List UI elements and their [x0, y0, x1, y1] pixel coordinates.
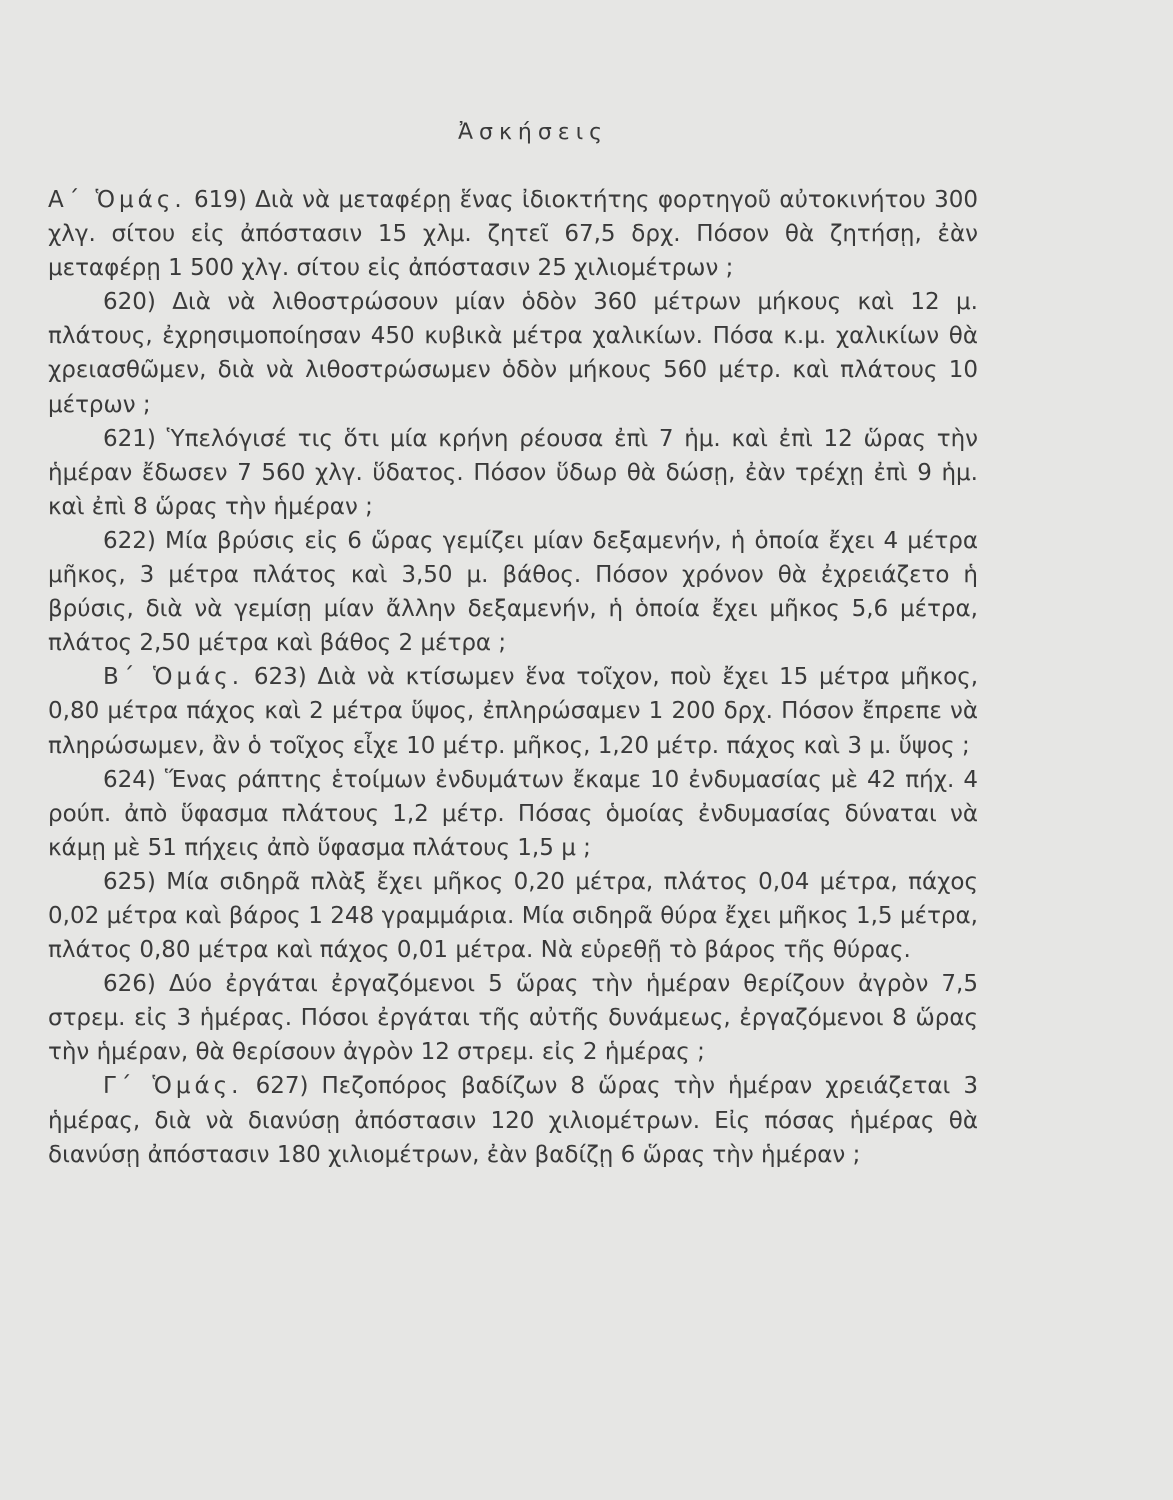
exercise-620: 620) Διὰ νὰ λιθοστρώσουν μίαν ὁδὸν 360 μέτρων μήκους καὶ 12 μ. πλάτους, ἐχρησιμοποίησαν 450 κυβικὰ μέτρα χαλικίων. Πόσα κ.μ. χαλικίων θὰ χρειασθῶμεν, διὰ νὰ λιθοστρώσωμεν ὁδὸν μήκους 560 μέτρ. καὶ πλάτους 10 μέτρων ;: [48, 289, 978, 418]
exercise-622: 622) Μία βρύσις εἰς 6 ὥρας γεμίζει μίαν δεξαμενήν, ἡ ὁποία ἔχει 4 μέτρα μῆκος, 3 μέτρα πλάτος καὶ 3,50 μ. βάθος. Πόσον χρόνον θὰ ἐχρειάζετο ἡ βρύσις, διὰ νὰ γεμίσῃ μίαν ἄλλην δεξαμενήν, ἡ ὁποία ἔχει μῆκος 5,6 μέτρα, πλάτος 2,50 μέτρα καὶ βάθος 2 μέτρα ;: [48, 527, 978, 657]
exercise-624: 624) Ἕνας ράπτης ἑτοίμων ἐνδυμάτων ἔκαμε 10 ἐνδυμασίας μὲ 42 πήχ. 4 ρούπ. ἀπὸ ὕφασμα πλάτους 1,2 μέτρ. Πόσας ὁμοίας ἐνδυμασίας δύναται νὰ κάμῃ μὲ 51 πήχεις ἀπὸ ὕφασμα πλάτους 1,5 μ ;: [48, 766, 978, 861]
page-title: Ἀσκήσεις: [457, 120, 609, 145]
exercise-621: 621) Ὑπελόγισέ τις ὅτι μία κρήνη ρέουσα ἐπὶ 7 ἡμ. καὶ ἐπὶ 12 ὥρας τὴν ἡμέραν ἔδωσεν 7 560 χλγ. ὕδατος. Πόσον ὕδωρ θὰ δώσῃ, ἐὰν τρέχῃ ἐπὶ 9 ἡμ. καὶ ἐπὶ 8 ὥρας τὴν ἡμέραν ;: [48, 425, 978, 520]
exercise-626: 626) Δύο ἐργάται ἐργαζόμενοι 5 ὥρας τὴν ἡμέραν θερίζουν ἀγρὸν 7,5 στρεμ. εἰς 3 ἡμέρας. Πόσοι ἐργάται τῆς αὐτῆς δυνάμεως, ἐργαζόμενοι 8 ὥρας τὴν ἡμέραν, θὰ θερίσουν ἀγρὸν 12 στρεμ. εἰς 2 ἡμέρας ;: [48, 971, 978, 1066]
exercise-623: [48, 660, 978, 762]
exercise-625: 625) Μία σιδηρᾶ πλὰξ ἔχει μῆκος 0,20 μέτρα, πλάτος 0,04 μέτρα, πάχος 0,02 μέτρα καὶ βάρος 1 248 γραμμάρια. Μία σιδηρᾶ θύρα ἔχει μῆκος 1,5 μέτρα, πλάτος 0,80 μέτρα καὶ πάχος 0,01 μέτρα. Νὰ εὑρεθῇ τὸ βάρος τῆς θύρας.: [48, 868, 978, 964]
exercise-619: [48, 183, 978, 285]
exercise-text: 619) Διὰ νὰ μεταφέρῃ ἕνας ἰδιοκτήτης φορτηγοῦ αὐτοκινήτου 300 χλγ. σίτου εἰς ἀπόστασιν 15 χλμ. ζητεῖ 67,5 δρχ. Πόσον θὰ ζητήσῃ, ἐὰν μεταφέρῃ 1 500 χλγ. σίτου εἰς ἀπόστασιν 25 χιλιομέτρων ;: [48, 187, 979, 282]
exercise-627: [48, 1069, 978, 1171]
group-label-c: Γ΄ Ὁμάς.: [103, 1073, 243, 1100]
group-label-b: Β΄ Ὁμάς.: [103, 664, 244, 691]
exercise-text: 627) Πεζοπόρος βαδίζων 8 ὥρας τὴν ἡμέραν χρειάζεται 3 ἡμέρας, διὰ νὰ διανύσῃ ἀπόστασιν 120 χιλιομέτρων. Εἰς πόσας ἡμέρας θὰ διανύσῃ ἀπόστασιν 180 χιλιομέτρων, ἐὰν βαδίζῃ 6 ὥρας τὴν ἡμέραν ;: [48, 1073, 978, 1168]
page: [48, 120, 978, 1172]
group-label-a: Α΄ Ὁμάς.: [48, 187, 186, 213]
exercise-text: 623) Διὰ νὰ κτίσωμεν ἕνα τοῖχον, ποὺ ἔχει 15 μέτρα μῆκος, 0,80 μέτρα πάχος καὶ 2 μέτρα ὕψος, ἐπληρώσαμεν 1 200 δρχ. Πόσον ἔπρεπε νὰ πληρώσωμεν, ἂν ὁ τοῖχος εἶχε 10 μέτρ. μῆκος, 1,20 μέτρ. πάχος καὶ 3 μ. ὕψος ;: [48, 664, 979, 759]
